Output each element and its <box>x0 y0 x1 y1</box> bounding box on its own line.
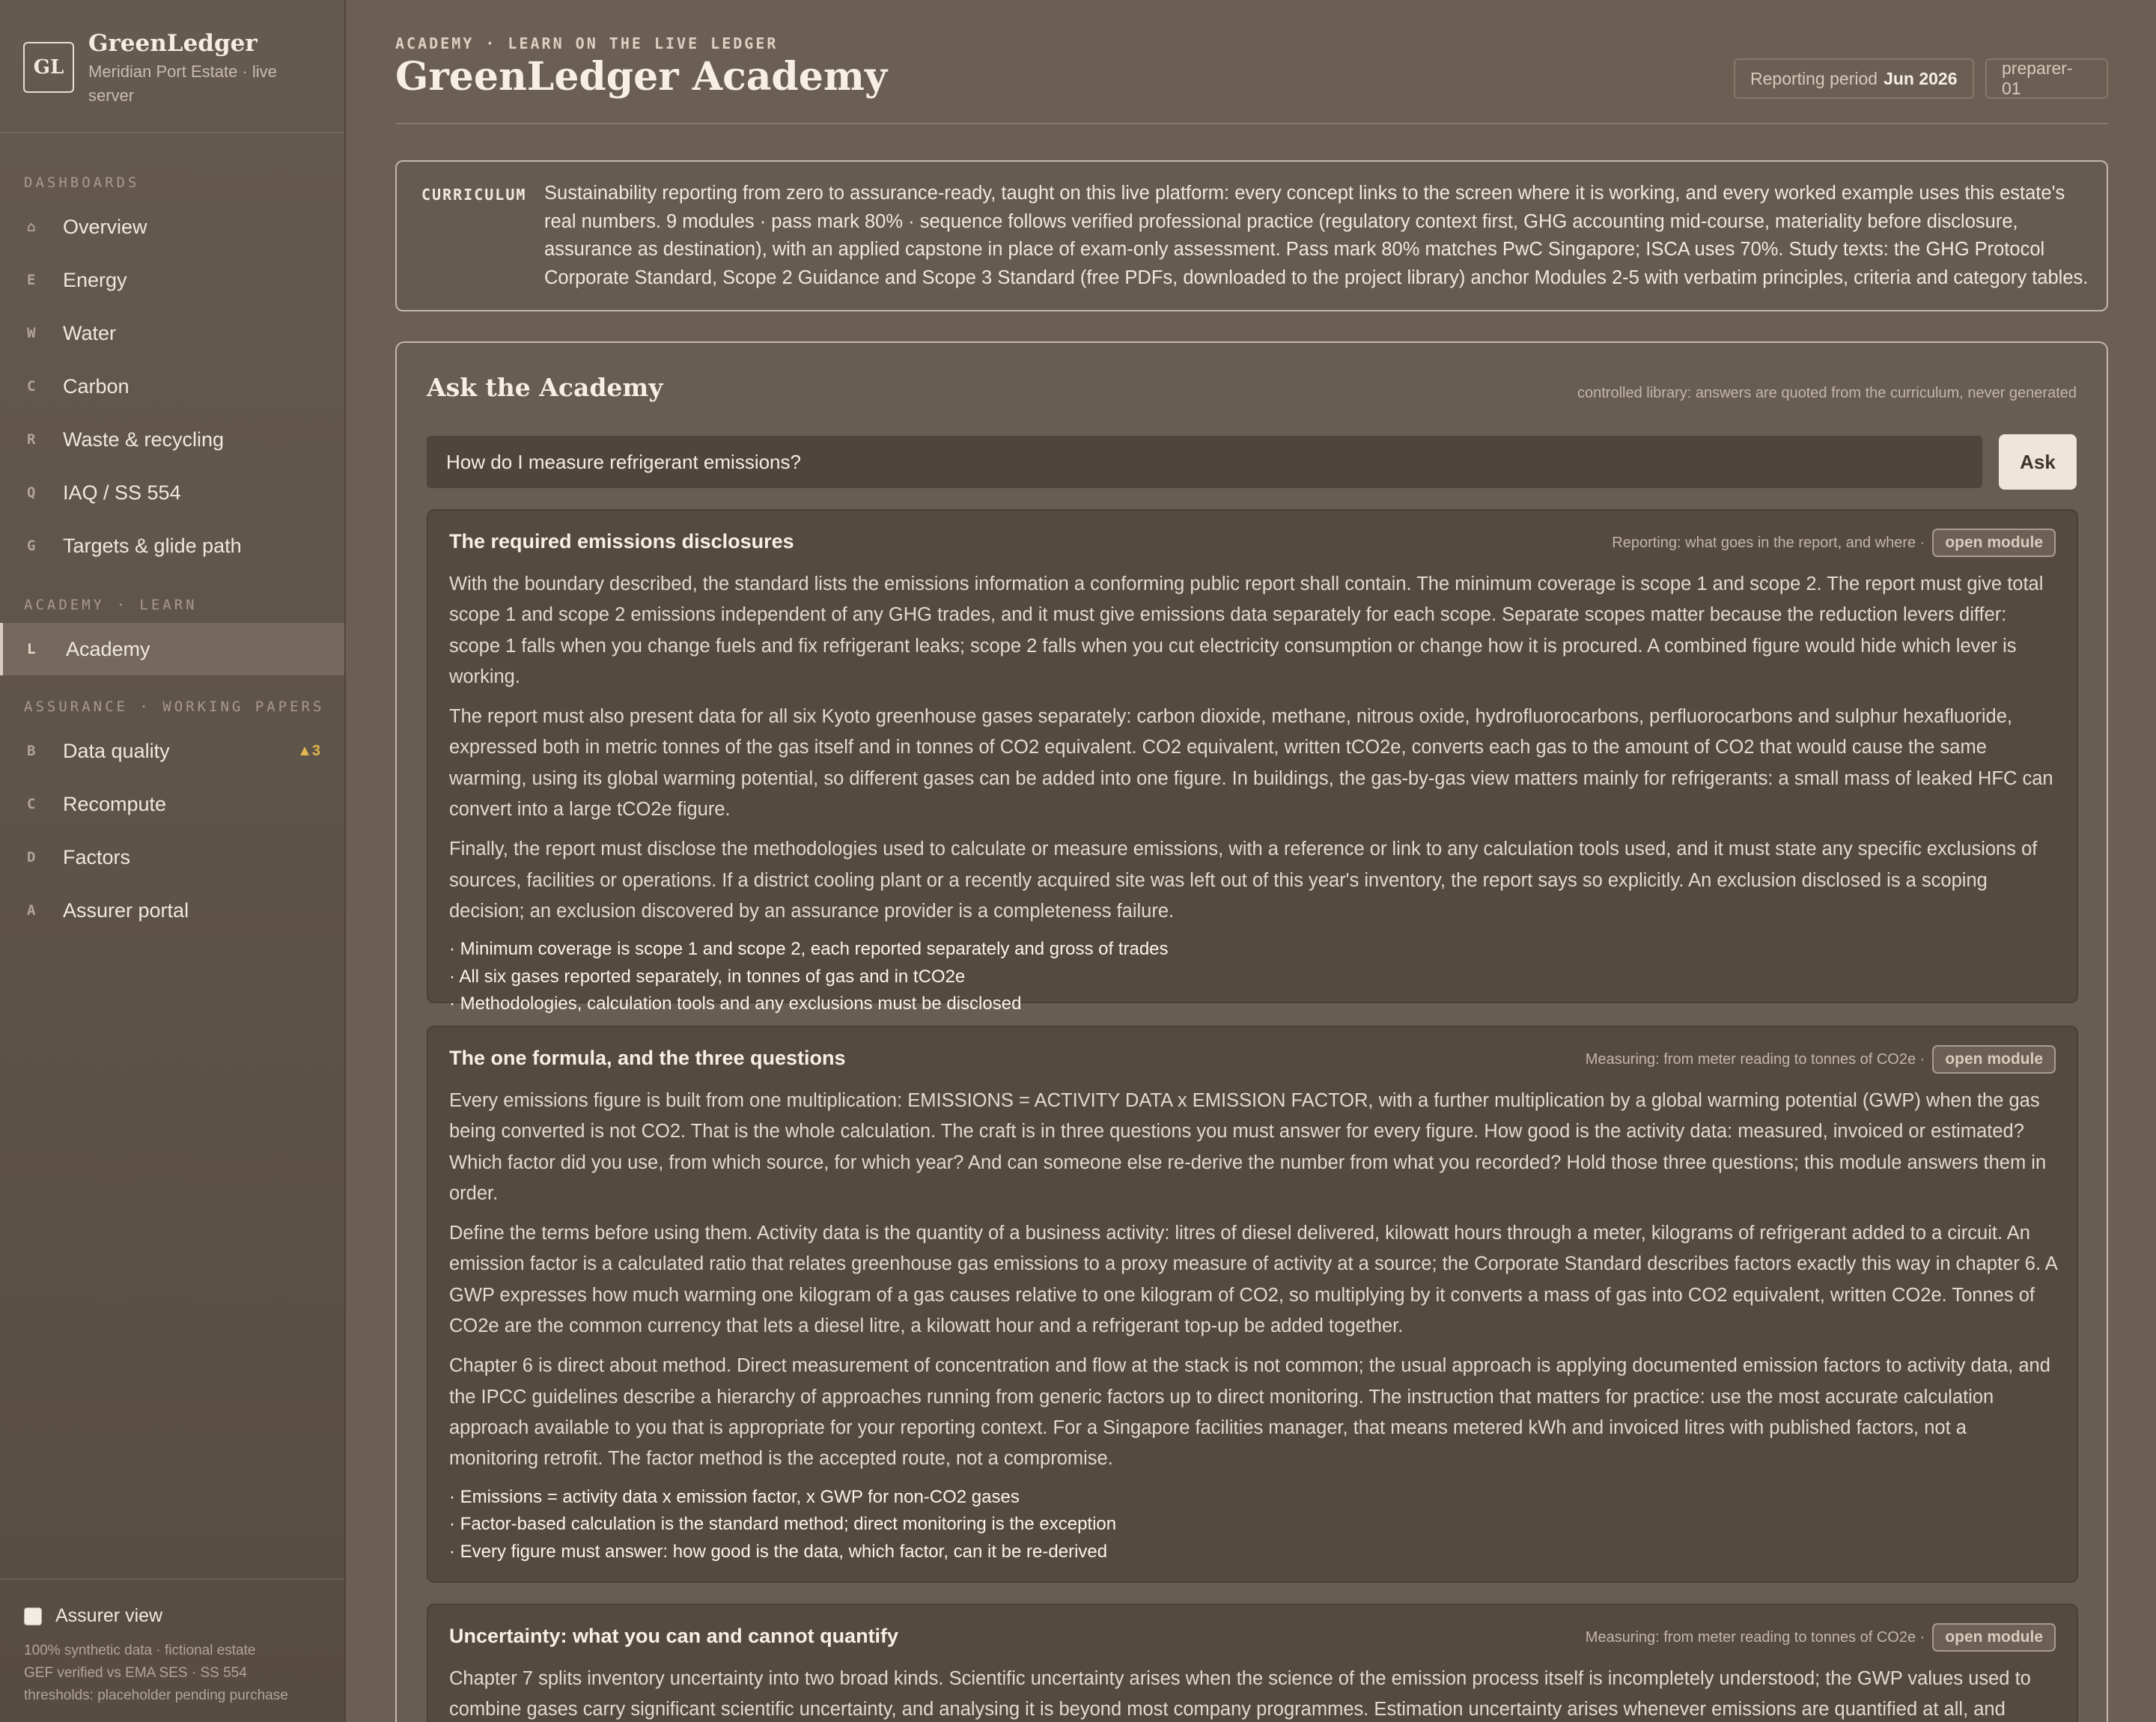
sidebar-item-recompute[interactable] <box>0 778 344 830</box>
open-module-button[interactable]: open module <box>1932 1623 2056 1652</box>
result-bullet: · Minimum coverage is scope 1 and scope 2, each reported separately and gross of trades <box>449 939 1169 960</box>
sidebar-item-key: E <box>27 272 36 288</box>
user-badge[interactable] <box>1985 58 2108 99</box>
user-name: preparer-01 <box>2002 58 2073 98</box>
brand-subtitle: Meridian Port Estate · live server <box>88 62 277 105</box>
result-title: Uncertainty: what you can and cannot quantify <box>449 1625 899 1647</box>
result-body <box>449 1664 2059 1722</box>
sidebar <box>0 0 346 1722</box>
sidebar-item-academy[interactable] <box>0 623 344 675</box>
sidebar-item-key: B <box>27 743 36 759</box>
footer-note: 100% synthetic data · fictional estate <box>24 1643 256 1658</box>
sidebar-item-carbon[interactable] <box>0 360 344 413</box>
result-paragraph: Chapter 7 splits inventory uncertainty into two broad kinds. Scientific uncertainty arises when the science of the emission process itself is incompletely understood; the GWP values used to combine gases carry significant scientific uncertainty, and analysing it is beyond most company programmes. Estimation uncertainty arises whenever emissions are quantified at all, and <box>449 1668 2031 1721</box>
sidebar-item-label: Water <box>63 321 117 344</box>
sidebar-item-key: W <box>27 325 36 341</box>
sidebar-item-label: Assurer portal <box>63 898 189 922</box>
assurer-view-label: Assurer view <box>55 1605 163 1626</box>
result-paragraph: Finally, the report must disclose the methodologies used to calculate or measure emissions, with a reference or link to any calculation tools used, and it must state any specific exclusions of sources, facilities or operations. If a district cooling plant or a recently acquired site was left out of this year's inventory, the report says so explicitly. An exclusion disclosed is a scoping decision; an exclusion discovered by an assurance provider is a completeness failure. <box>449 839 2038 922</box>
result-title: The one formula, and the three questions <box>449 1047 846 1069</box>
assurer-view-toggle[interactable] <box>24 1605 162 1627</box>
result-title: The required emissions disclosures <box>449 530 794 553</box>
sidebar-item-data-quality[interactable] <box>0 725 344 777</box>
sidebar-item-key: D <box>27 849 36 865</box>
result-bullet: · Every figure must answer: how good is the data, which factor, can it be re-derived <box>449 1541 1108 1562</box>
result-body <box>449 569 2059 1018</box>
sidebar-item-key: C <box>27 378 36 395</box>
sidebar-footer <box>0 1578 344 1722</box>
footer-note: GEF verified vs EMA SES · SS 554 <box>24 1665 247 1681</box>
sidebar-item-key: A <box>27 902 36 919</box>
sidebar-item-label: Carbon <box>63 374 130 398</box>
page-title: GreenLedger Academy <box>395 54 888 100</box>
reporting-period-label: Reporting period <box>1750 68 1878 88</box>
result-card <box>427 1604 2078 1722</box>
sidebar-item-label: Data quality <box>63 739 170 762</box>
result-card <box>427 1026 2078 1583</box>
ask-title: Ask the Academy <box>427 373 663 402</box>
sidebar-item-waste[interactable] <box>0 413 344 466</box>
sidebar-item-label: Energy <box>63 268 127 291</box>
result-card <box>427 509 2078 1014</box>
sidebar-item-key: G <box>27 538 36 554</box>
sidebar-item-label: IAQ / SS 554 <box>63 481 181 504</box>
ask-note: controlled library: answers are quoted from the curriculum, never generated <box>1577 385 2077 401</box>
curriculum-panel <box>395 160 2108 311</box>
result-paragraph: Chapter 6 is direct about method. Direct measurement of concentration and flow at the stack is not common; the usual approach is applying documented emission factors to activity data, and the IPCC guidelines describe a hierarchy of approaches running from generic factors up to direct monitoring. The instruction that matters for practice: use the most accurate calculation approach available to you that is appropriate for your reporting context. For a Singapore facilities manager, that means metered kWh and invoiced litres with published factors, not a monitoring retrofit. The factor method is the accepted route, not a compromise. <box>449 1355 2050 1470</box>
sidebar-item-key: L <box>27 641 36 657</box>
result-paragraph: Define the terms before using them. Activity data is the quantity of a business activity: litres of diesel delivered, kilowatt hours through a meter, kilograms of refrigerant added to a circuit. An emission factor is a calculated ratio that relates greenhouse gas emissions to a proxy measure of activity at a source; the Corporate Standard describes factors exactly this way in chapter 6. A GWP expresses how much warming one kilogram of a gas causes relative to one kilogram of CO2, so multiplying by it converts a mass of gas into CO2 equivalent, written CO2e. Tonnes of CO2e are the common currency that lets a diesel litre, a kilowatt hour and a refrigerant top-up be added together. <box>449 1223 2057 1337</box>
footer-note: thresholds: placeholder pending purchase <box>24 1688 288 1703</box>
result-bullet: · All six gases reported separately, in tonnes of gas and in tCO2e <box>449 966 966 987</box>
sidebar-item-energy[interactable] <box>0 254 344 306</box>
sidebar-item-key: R <box>27 431 36 448</box>
curriculum-tag: CURRICULUM <box>421 186 527 204</box>
sidebar-item-label: Recompute <box>63 792 167 815</box>
ask-academy-panel <box>395 341 2108 1722</box>
brand-logo: GL <box>23 42 74 93</box>
result-body <box>449 1086 2059 1566</box>
result-bullets <box>449 1484 2059 1566</box>
curriculum-text: Sustainability reporting from zero to assurance-ready, taught on this live platform: every concept links to the screen where it is working, and every worked example uses this estate's real numbers. 9 modules · pass mark 80% · sequence follows verified professional practice (regulatory context first, GHG accounting mid-course, materiality before disclosure, assurance as destination), with an applied capstone in place of exam-only assessment. Pass mark 80% matches PwC Singapore; ISCA uses 70%. Study texts: the GHG Protocol Corporate Standard, Scope 2 Guidance and Scope 3 Standard (free PDFs, downloaded to the project library) anchor Modules 2-5 with verbatim principles, criteria and category tables. <box>544 183 2089 288</box>
brand-name: GreenLedger <box>88 30 258 57</box>
result-paragraph: With the boundary described, the standard lists the emissions information a conforming public report shall contain. The minimum coverage is scope 1 and scope 2. The report must give total scope 1 and scope 2 emissions independent of any GHG trades, and it must give emissions data separately for each scope. Separate scopes matter because the reduction levers differ: scope 1 falls when you change fuels and fix refrigerant leaks; scope 2 falls when you cut electricity consumption or change how it is procured. A combined figure would hide which lever is working. <box>449 574 2044 687</box>
sidebar-item-label: Factors <box>63 845 131 868</box>
result-bullet: · Factor-based calculation is the standard method; direct monitoring is the exception <box>449 1514 1117 1535</box>
sidebar-item-iaq[interactable] <box>0 466 344 519</box>
reporting-period-value: Jun 2026 <box>1884 68 1958 88</box>
result-bullets <box>449 936 2059 1018</box>
result-module: Measuring: from meter reading to tonnes of CO2e · <box>1585 1050 1925 1068</box>
sidebar-item-label: Targets & glide path <box>63 534 242 557</box>
home-icon: ⌂ <box>27 219 36 235</box>
nav-section-assurance: ASSURANCE · WORKING PAPERS <box>24 699 325 715</box>
sidebar-item-targets[interactable] <box>0 520 344 572</box>
sidebar-item-key: C <box>27 796 36 812</box>
result-module: Measuring: from meter reading to tonnes of CO2e · <box>1585 1628 1925 1646</box>
result-module: Reporting: what goes in the report, and where · <box>1612 534 1925 551</box>
result-paragraph: The report must also present data for all six Kyoto greenhouse gases separately: carbon dioxide, methane, nitrous oxide, hydrofluorocarbons, perfluorocarbons and sulphur hexafluoride, expressed both in metric tonnes of the gas itself and in tonnes of CO2 equivalent. CO2 equivalent, written tCO2e, converts each gas to the amount of CO2 that would cause the same warming, using its global warming potential, so different gases can be added into one figure. In buildings, the gas-by-gas view matters mainly for refrigerants: a small mass of leaked HFC can convert into a large tCO2e figure. <box>449 706 2053 821</box>
header-divider <box>395 123 2108 124</box>
assurer-view-checkbox[interactable] <box>24 1607 42 1625</box>
result-meta <box>1586 1623 2056 1652</box>
footer-notes <box>24 1640 288 1707</box>
brand <box>0 0 344 133</box>
page-eyebrow: ACADEMY · LEARN ON THE LIVE LEDGER <box>395 34 779 52</box>
result-meta <box>1612 529 2056 557</box>
result-paragraph: Every emissions figure is built from one multiplication: EMISSIONS = ACTIVITY DATA x EMISSION FACTOR, with a further multiplication by a global warming potential (GWP) when the gas being converted is not CO2. That is the whole calculation. The craft is in three questions you must answer for every figure. How good is the activity data: measured, invoiced or estimated? Which factor did you use, from which source, for which year? And can someone else re-derive the number from what you recorded? Hold those three questions; this module answers them in order. <box>449 1090 2047 1204</box>
nav-section-academy: ACADEMY · LEARN <box>24 597 198 613</box>
warning-badge: ▲3 <box>297 742 320 759</box>
sidebar-item-label: Waste & recycling <box>63 428 225 451</box>
reporting-period-selector[interactable] <box>1734 58 1974 99</box>
sidebar-item-key: Q <box>27 484 36 501</box>
sidebar-item-label: Academy <box>66 637 150 660</box>
open-module-button[interactable]: open module <box>1932 1045 2056 1074</box>
sidebar-item-water[interactable] <box>0 307 344 359</box>
ask-input[interactable]: How do I measure refrigerant emissions? <box>427 436 1982 488</box>
ask-button[interactable]: Ask <box>1999 434 2077 490</box>
sidebar-item-factors[interactable] <box>0 831 344 883</box>
sidebar-item-overview[interactable] <box>0 201 344 253</box>
nav-section-dashboards: DASHBOARDS <box>24 174 140 191</box>
sidebar-item-assurer-portal[interactable] <box>0 884 344 937</box>
sidebar-item-label: Overview <box>63 215 147 238</box>
result-bullet: · Methodologies, calculation tools and any exclusions must be disclosed <box>449 994 1022 1014</box>
result-bullet: · Emissions = activity data x emission factor, x GWP for non-CO2 gases <box>449 1486 1020 1507</box>
result-meta <box>1586 1045 2056 1074</box>
open-module-button[interactable]: open module <box>1932 529 2056 557</box>
